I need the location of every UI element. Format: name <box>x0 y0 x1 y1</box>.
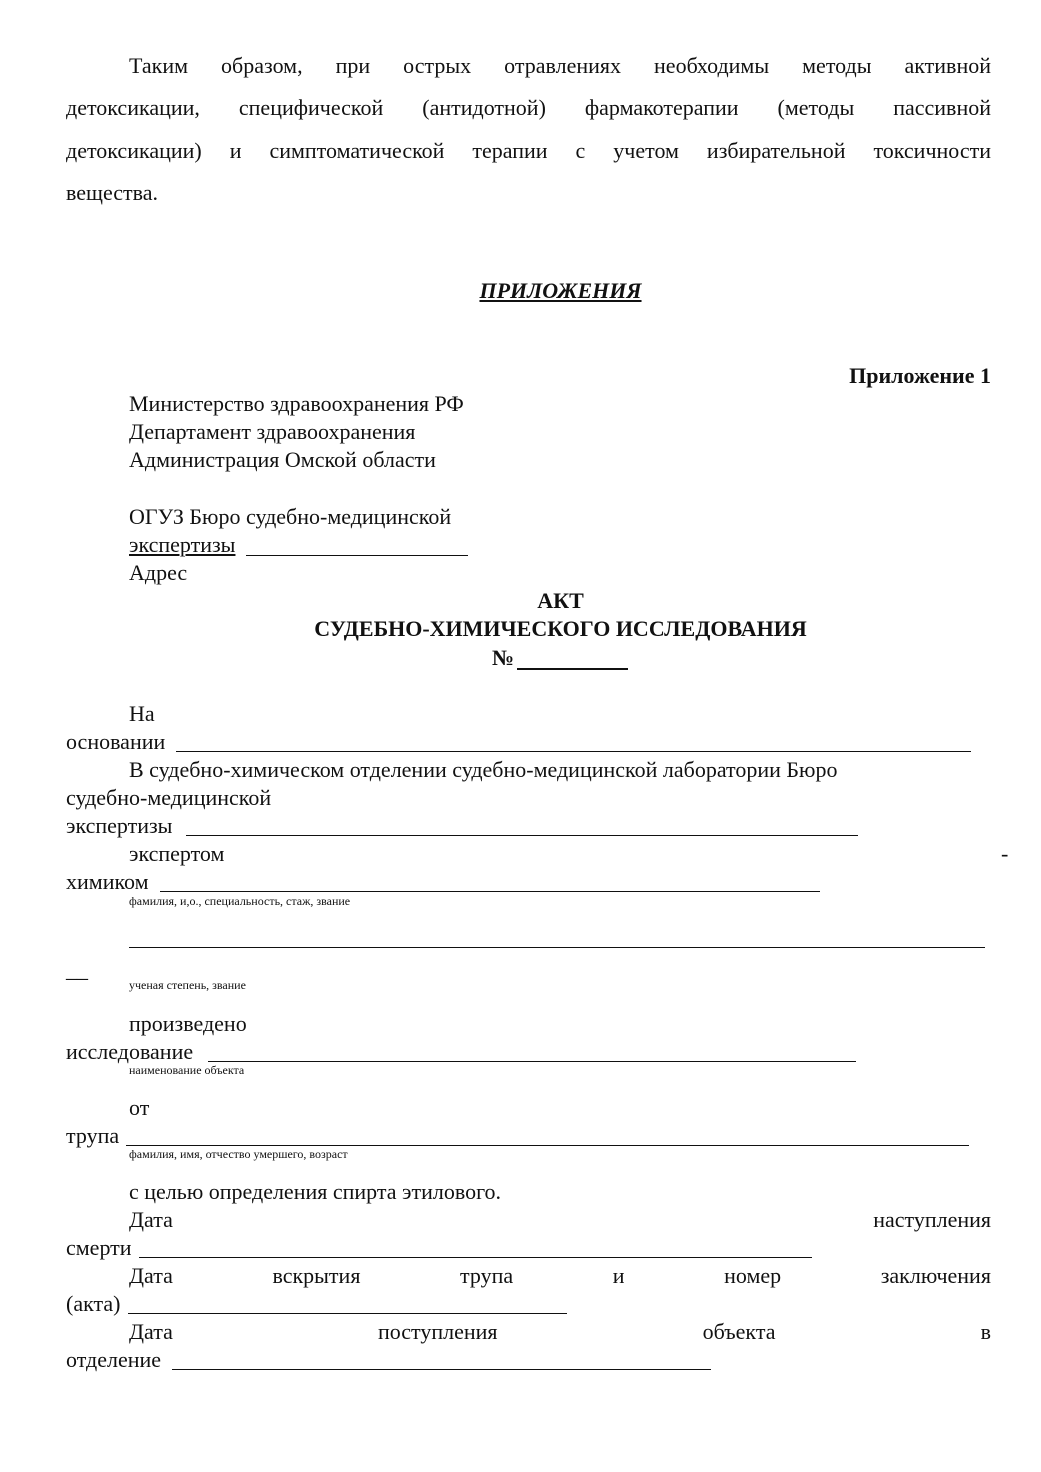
hyphen-mark: - <box>1001 841 1009 866</box>
receipt-line <box>129 1321 991 1343</box>
act-number-label: № <box>492 645 515 670</box>
caption-object: наименование объекта <box>129 1063 245 1077</box>
caption-degree: ученая степень, звание <box>129 978 246 992</box>
autopsy-word-3: трупа <box>460 1263 514 1288</box>
receipt-word-2: поступления <box>377 1319 498 1344</box>
receipt-word-3: объекта <box>702 1319 776 1344</box>
label-osnovanii: основании <box>66 729 166 754</box>
act-number-blank <box>517 668 628 670</box>
section-title: ПРИЛОЖЕНИЯ <box>479 278 642 303</box>
autopsy-line <box>129 1265 991 1287</box>
label-na: На <box>129 701 155 726</box>
receipt-word-4: в <box>980 1319 991 1344</box>
label-khimikom: химиком <box>66 869 149 894</box>
autopsy-word-5: номер <box>724 1263 782 1288</box>
label-proizvedeno: произведено <box>129 1011 247 1036</box>
label-issledovanie: исследование <box>66 1039 194 1064</box>
death-date-blank-line <box>139 1257 812 1258</box>
intro-line-2: детоксикации, специфической (антидотной) фармакотерапии (методы пассивной <box>66 95 991 120</box>
department-line: Департамент здравоохранения <box>129 419 416 444</box>
receipt-blank-line <box>172 1369 711 1370</box>
administration-line: Администрация Омской области <box>129 447 436 472</box>
intro-line-3: детоксикации) и симптоматической терапии с учетом избирательной токсичности <box>66 138 991 163</box>
receipt-word-1: Дата <box>129 1319 173 1344</box>
expertise-blank-line <box>246 555 468 556</box>
purpose-line: с целью определения спирта этилового. <box>129 1179 502 1204</box>
address-line: Адрес <box>129 560 188 585</box>
label-nastupleniya: наступления <box>873 1207 991 1232</box>
autopsy-word-4: и <box>612 1263 625 1288</box>
chemist-blank-line <box>160 891 820 892</box>
department-sentence: В судебно-химическом отделении судебно-медицинской лаборатории Бюро <box>129 757 838 782</box>
label-date-death: Дата <box>129 1207 173 1232</box>
label-expertizy: экспертизы <box>66 813 173 838</box>
label-ot: от <box>129 1095 150 1120</box>
label-expertom: экспертом <box>129 841 225 866</box>
label-otdelenie: отделение <box>66 1347 162 1372</box>
act-title: АКТ <box>537 588 584 613</box>
intro-line-4: вещества. <box>66 180 159 205</box>
label-akta: (акта) <box>66 1291 121 1316</box>
forensic-medical-word: судебно-медицинской <box>66 785 272 810</box>
short-dash-mark: __ <box>66 957 88 982</box>
autopsy-word-1: Дата <box>129 1263 173 1288</box>
appendix-label: Приложение 1 <box>849 363 991 388</box>
autopsy-blank-line <box>128 1313 567 1314</box>
autopsy-word-2: вскрытия <box>272 1263 361 1288</box>
corpse-blank-line <box>126 1145 969 1146</box>
autopsy-word-6: заключения <box>880 1263 991 1288</box>
caption-expert-details: фамилия, и,о., специальность, стаж, звание <box>129 894 351 908</box>
caption-deceased: фамилия, имя, отчество умершего, возраст <box>129 1147 348 1161</box>
expertizy-blank-line <box>186 835 858 836</box>
research-blank-line <box>208 1061 856 1062</box>
bureau-line: ОГУЗ Бюро судебно-медицинской <box>129 504 452 529</box>
degree-blank-line <box>129 947 985 948</box>
ministry-line: Министерство здравоохранения РФ <box>129 391 464 416</box>
label-trupa: трупа <box>66 1123 120 1148</box>
basis-blank-line <box>176 751 971 752</box>
label-smerti: смерти <box>66 1235 132 1260</box>
act-subtitle: СУДЕБНО-ХИМИЧЕСКОГО ИССЛЕДОВАНИЯ <box>314 616 807 641</box>
expertise-word: экспертизы <box>129 532 236 557</box>
intro-line-1: Таким образом, при острых отравлениях необходимы методы активной <box>129 53 991 78</box>
